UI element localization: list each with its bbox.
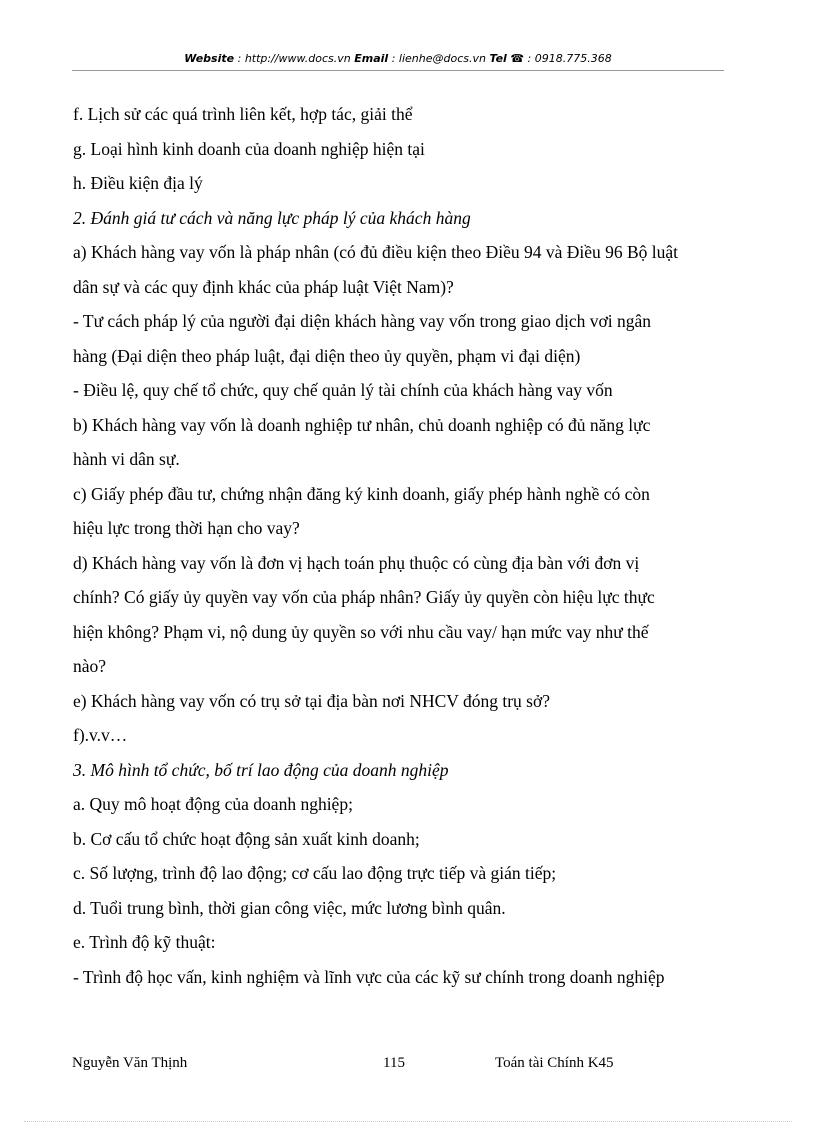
text-line: dân sự và các quy định khác của pháp luật Việt Nam)? [73,276,454,297]
text-line: hiệu lực trong thời hạn cho vay? [73,518,300,538]
text-line: hiện không? Phạm vi, nộ dung ủy quyền so với nhu cầu vay/ hạn mức vay như thế [73,621,649,642]
text-line: c) Giấy phép đầu tư, chứng nhận đăng ký kinh doanh, giấy phép hành nghề có còn [73,483,650,504]
header-divider [72,70,724,71]
page-footer [0,1055,816,1075]
text-line: c. Số lượng, trình độ lao động; cơ cấu lao động trực tiếp và gián tiếp; [73,863,557,883]
section-heading: 3. Mô hình tổ chức, bố trí lao động của doanh nghiệp [73,759,449,780]
document-body [73,102,733,999]
text-line: nào? [73,656,107,676]
text-line: e. Trình độ kỹ thuật: [73,932,216,952]
website-separator: : [234,52,245,65]
text-line: e) Khách hàng vay vốn có trụ sở tại địa bàn nơi NHCV đóng trụ sở? [73,690,550,711]
text-line: h. Điều kiện địa lý [73,173,203,193]
text-line: b. Cơ cấu tổ chức hoạt động sản xuất kinh doanh; [73,828,420,849]
text-line: - Điều lệ, quy chế tổ chức, quy chế quản lý tài chính của khách hàng vay vốn [73,380,613,400]
email-separator: : [388,52,399,65]
footer-author: Nguyễn Văn Thịnh [72,1055,188,1071]
text-line: d. Tuổi trung bình, thời gian công việc, mức lương bình quân. [73,897,506,918]
text-line: hành vi dân sự. [73,449,180,469]
tel-separator: : [524,52,535,65]
phone-icon: ☎ [510,52,525,65]
text-line: f. Lịch sử các quá trình liên kết, hợp tác, giải thể [73,104,413,124]
website-url: http://www.docs.vn [244,52,351,65]
email-label: Email [354,52,389,65]
text-line: - Trình độ học vấn, kinh nghiệm và lĩnh vực của các kỹ sư chính trong doanh nghiệp [73,966,665,987]
page-header [72,51,724,67]
text-line: f).v.v… [73,725,128,745]
email-address: lienhe@docs.vn [398,52,486,65]
section-heading: 2. Đánh giá tư cách và năng lực pháp lý của khách hàng [73,207,471,228]
page-bottom-border [24,1121,792,1122]
text-line: hàng (Đại diện theo pháp luật, đại diện theo ủy quyền, phạm vi đại diện) [73,345,581,366]
website-label: Website [184,52,235,65]
text-line: g. Loại hình kinh doanh của doanh nghiệp hiện tại [73,138,425,159]
text-line: - Tư cách pháp lý của người đại diện khách hàng vay vốn trong giao dịch vơi ngân [73,311,652,331]
text-line: a. Quy mô hoạt động của doanh nghiệp; [73,794,353,814]
text-line: b) Khách hàng vay vốn là doanh nghiệp tư nhân, chủ doanh nghiệp có đủ năng lực [73,414,651,435]
footer-course: Toán tài Chính K45 [495,1055,614,1071]
tel-label: Tel [489,52,507,65]
tel-number: 0918.775.368 [534,52,612,65]
footer-page-number: 115 [383,1055,405,1071]
text-line: a) Khách hàng vay vốn là pháp nhân (có đủ điều kiện theo Điều 94 và Điều 96 Bộ luật [73,242,679,262]
text-line: d) Khách hàng vay vốn là đơn vị hạch toán phụ thuộc có cùng địa bàn với đơn vị [73,552,640,573]
text-line: chính? Có giấy ủy quyền vay vốn của pháp nhân? Giấy ủy quyền còn hiệu lực thực [73,587,655,607]
